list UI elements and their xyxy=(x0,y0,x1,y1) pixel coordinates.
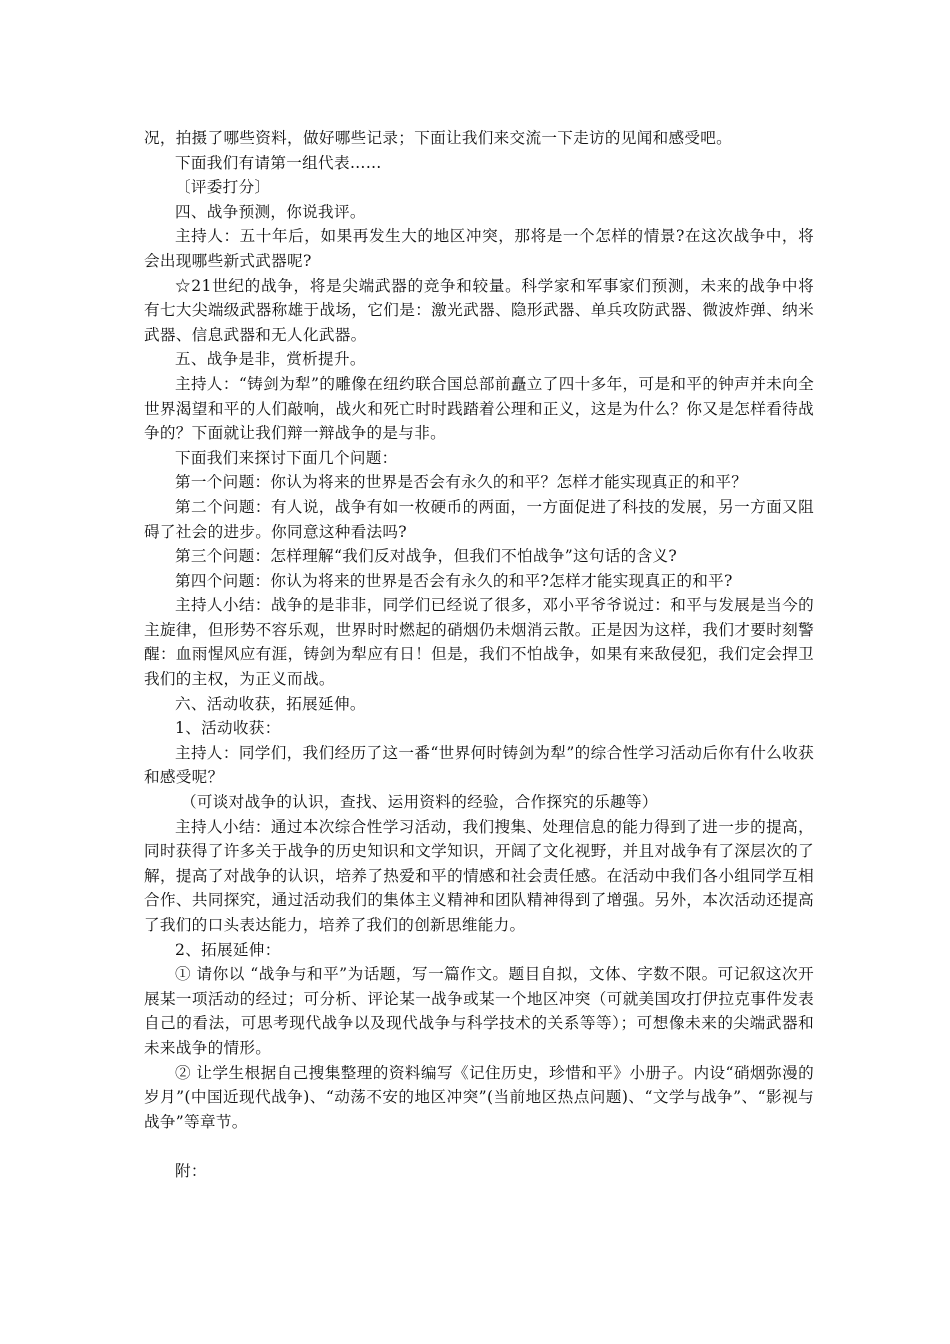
paragraph-extension-1: ① 请你以 “战争与和平”为话题，写一篇作文。题目自拟，文体、字数不限。可记叙这次开展某一项活动的经过；可分析、评论某一战争或某一个地区冲突（可就美国攻打伊拉克事件发表自己的看法，可思考现代战争以及现代战争与科学技术的关系等等）；可想像未来的尖端武器和未来战争的情形。 xyxy=(144,965,814,1057)
question-2: 第二个问题：有人说，战争有如一枚硬币的两面，一方面促进了科技的发展，另一方面又阻碍了社会的进步。你同意这种看法吗? xyxy=(144,497,814,541)
paragraph-appendix-label: 附： xyxy=(175,1161,207,1180)
paragraph-host-gains: 主持人：同学们，我们经历了这一番“世界何时铸剑为犁”的综合性学习活动后你有什么收获和感受呢？ xyxy=(144,743,814,787)
paragraph-host-prediction: 主持人：五十年后，如果再发生大的地区冲突，那将是一个怎样的情景?在这次战争中，将会出现哪些新式武器呢? xyxy=(144,227,814,270)
paragraph-host-summary-2: 主持人小结：通过本次综合性学习活动，我们搜集、处理信息的能力得到了进一步的提高，同时获得了许多关于战争的历史知识和文学知识，开阔了文化视野，并且对战争有了深层次的了解，提高了对战争的认识，培养了热爱和平的情感和社会责任感。在活动中我们各小组同学互相合作、共同探究，通过活动我们的集体主义精神和团队精神得到了增强。另外，本次活动还提高了我们的口头表达能力，培养了我们的创新思维能力。 xyxy=(144,817,814,934)
section-heading-4: 四、战争预测，你说我评。 xyxy=(175,202,366,221)
paragraph-judges-score: 〔评委打分〕 xyxy=(175,178,271,197)
paragraph-extension-2: ② 让学生根据自己搜集整理的资料编写《记住历史，珍惜和平》小册子。内设“硝烟弥漫的岁月”(中国近现代战争)、“动荡不安的地区冲突”(当前地区热点问题)、“文学与战争”、“影视与战争”等章节。 xyxy=(144,1063,814,1131)
question-3: 第三个问题：怎样理解“我们反对战争，但我们不怕战争”这句话的含义? xyxy=(175,547,678,566)
subheading-activity-gains: 1、活动收获： xyxy=(175,719,281,738)
paragraph-continuation: 况，拍摄了哪些资料，做好哪些记录；下面让我们来交流一下走访的见闻和感受吧。 xyxy=(144,129,733,147)
paragraph-first-group: 下面我们有请第一组代表…… xyxy=(175,153,382,172)
blank-line xyxy=(144,1134,814,1159)
subheading-extension: 2、拓展延伸： xyxy=(175,940,281,959)
question-4: 第四个问题：你认为将来的世界是否会有永久的和平?怎样才能实现真正的和平? xyxy=(175,571,733,590)
section-heading-6: 六、活动收获，拓展延伸。 xyxy=(175,694,366,713)
document-body xyxy=(144,126,814,1184)
question-1: 第一个问题：你认为将来的世界是否会有永久的和平？怎样才能实现真正的和平？ xyxy=(175,473,748,492)
paragraph-future-weapons: ☆21世纪的战争，将是尖端武器的竞争和较量。科学家和军事家们预测，未来的战争中将有七大尖端级武器称雄于战场，它们是：激光武器、隐形武器、单兵攻防武器、微波炸弹、纳米武器、信息武器和无人化武器。 xyxy=(144,276,814,344)
paragraph-host-statue: 主持人：“铸剑为犁”的雕像在纽约联合国总部前矗立了四十多年，可是和平的钟声并未向全世界渴望和平的人们敲响，战火和死亡时时践踏着公理和正义，这是为什么？你又是怎样看待战争的？下面就让我们辩一辩战争的是与非。 xyxy=(144,374,814,443)
paragraph-host-summary-1: 主持人小结：战争的是非非，同学们已经说了很多，邓小平爷爷说过：和平与发展是当今的主旋律，但形势不容乐观，世界时时燃起的硝烟仍未烟消云散。正是因为这样，我们才要时刻警醒：血雨惺风应有涯，铸剑为犁应有日！但是，我们不怕战争，如果有来敌侵犯，我们定会捍卫我们的主权，为正义而战。 xyxy=(144,596,814,689)
paragraph-questions-intro: 下面我们来探讨下面几个问题： xyxy=(175,448,398,467)
paragraph-discussion-note: （可谈对战争的认识，查找、运用资料的经验，合作探究的乐趣等） xyxy=(181,793,658,812)
section-heading-5: 五、战争是非，赏析提升。 xyxy=(175,350,366,369)
